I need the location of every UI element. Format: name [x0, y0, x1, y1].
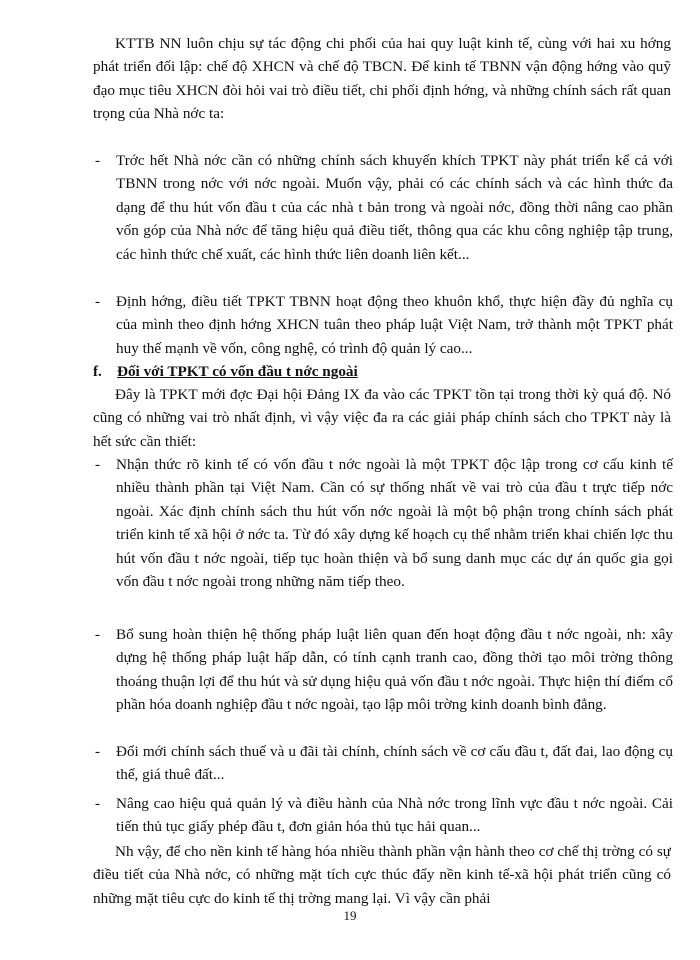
bullet-marker: -: [95, 152, 101, 169]
bullet-text: Định hớng, điều tiết TPKT TBNN hoạt động theo khuôn khổ, thực hiện đầy đủ nghĩa cụ của mình theo định hớng XHCN tuân theo pháp luật Việt Nam, trở thành một TPKT phát huy thế mạnh về vốn, công nghệ, có trình độ quản lý cao...: [116, 293, 673, 357]
page-number: 19: [343, 908, 357, 923]
bullet-text: Nâng cao hiệu quả quản lý và điều hành của Nhà nớc trong lĩnh vực đầu t nớc ngoài. Cải tiến thủ tục giấy phép đầu t, đơn giản hóa thủ tục hải quan...: [116, 795, 673, 836]
bullet-item-b1: [95, 453, 673, 593]
bullet-marker: -: [95, 456, 101, 473]
section-title: Đối với TPKT có vốn đầu t nớc ngoài: [117, 363, 358, 380]
bullet-marker: -: [95, 626, 101, 643]
bullet-text: Trớc hết Nhà nớc cần có những chính sách khuyến khích TPKT này phát triển kể cả với TBNN trong nớc với nớc ngoài. Muốn vậy, phải có các chính sách và các hình thức đa dạng để thu hút vốn đầu t của các nhà t bản trong và ngoài nớc, đồng thời nâng cao phần vốn góp của Nhà nớc để tăng hiệu quả điều tiết, thông qua các khu công nghiệp tập trung, các hình thức chế xuất, các hình thức liên doanh liên kết...: [116, 152, 673, 263]
bullet-item-b2: [95, 623, 673, 717]
section-label: f.: [93, 363, 102, 380]
paragraph-intro: KTTB NN luôn chịu sự tác động chi phối của hai quy luật kinh tế, cùng với hai xu hớng phát triển đối lập: chế độ XHCN và chế độ TBCN. Để kinh tế TBNN vận động hớng vào quỹ đạo mục tiêu XHCN đòi hỏi vai trò điều tiết, chi phối định hớng, và những chính sách rất quan trọng của Nhà nớc ta:: [93, 35, 671, 123]
bullet-item-b3: [95, 740, 673, 787]
bullet-text: Bổ sung hoàn thiện hệ thống pháp luật liên quan đến hoạt động đầu t nớc ngoài, nh: xây dựng hệ thống pháp luật hấp dẫn, có tính cạnh tranh cao, đồng thời tạo môi trờng thông thoáng thuận lợi để thu hút và sử dụng hiệu quả vốn đầu t nớc ngoài. Thực hiện thí điểm cổ phần hóa doanh nghiệp đầu t nớc ngoài, tạo lập môi trờng kinh doanh bình đẳng.: [116, 626, 673, 714]
paragraph-fdi-intro: Đây là TPKT mới đợc Đại hội Đảng IX đa vào các TPKT tồn tại trong thời kỳ quá độ. Nó cũng có những vai trò nhất định, vì vậy việc đa ra các giải pháp chính sách cho TPKT này là hết sức cần thiết:: [93, 386, 671, 450]
bullet-text: Đổi mới chính sách thuế và u đãi tài chính, chính sách về cơ cấu đầu t, đất đai, lao động cụ thể, giá thuê đất...: [116, 743, 673, 784]
paragraph-conclusion: Nh vậy, để cho nền kinh tế hàng hóa nhiều thành phần vận hành theo cơ chế thị trờng có sự điều tiết của Nhà nớc, có những mặt tích cực thúc đẩy nền kinh tế-xã hội phát triển cũng có những mặt tiêu cực do kinh tế thị trờng mang lại. Vì vậy cần phải: [93, 843, 671, 907]
bullet-marker: -: [95, 293, 101, 310]
bullet-marker: -: [95, 743, 101, 760]
bullet-marker: -: [95, 795, 101, 812]
bullet-item-a1: [95, 149, 673, 266]
section-heading: [93, 360, 671, 383]
bullet-item-a2: [95, 290, 673, 360]
bullet-item-b4: [95, 792, 673, 839]
bullet-text: Nhận thức rõ kinh tế có vốn đầu t nớc ngoài là một TPKT độc lập trong cơ cấu kinh tế nhiều thành phần tại Việt Nam. Cần có sự thống nhất về vai trò của đầu t trực tiếp nớc ngoài. Xác định chính sách thu hút vốn nớc ngoài là một bộ phận trong chính sách phát triển kinh tế xã hội ở nớc ta. Từ đó xây dựng kế hoạch cụ thể nhằm triển khai chiến lợc thu hút vốn đầu t nớc ngoài, tiếp tục hoàn thiện và bổ sung danh mục các dự án quốc gia gọi vốn đầu t nớc ngoài trong những năm tiếp theo.: [116, 456, 673, 591]
